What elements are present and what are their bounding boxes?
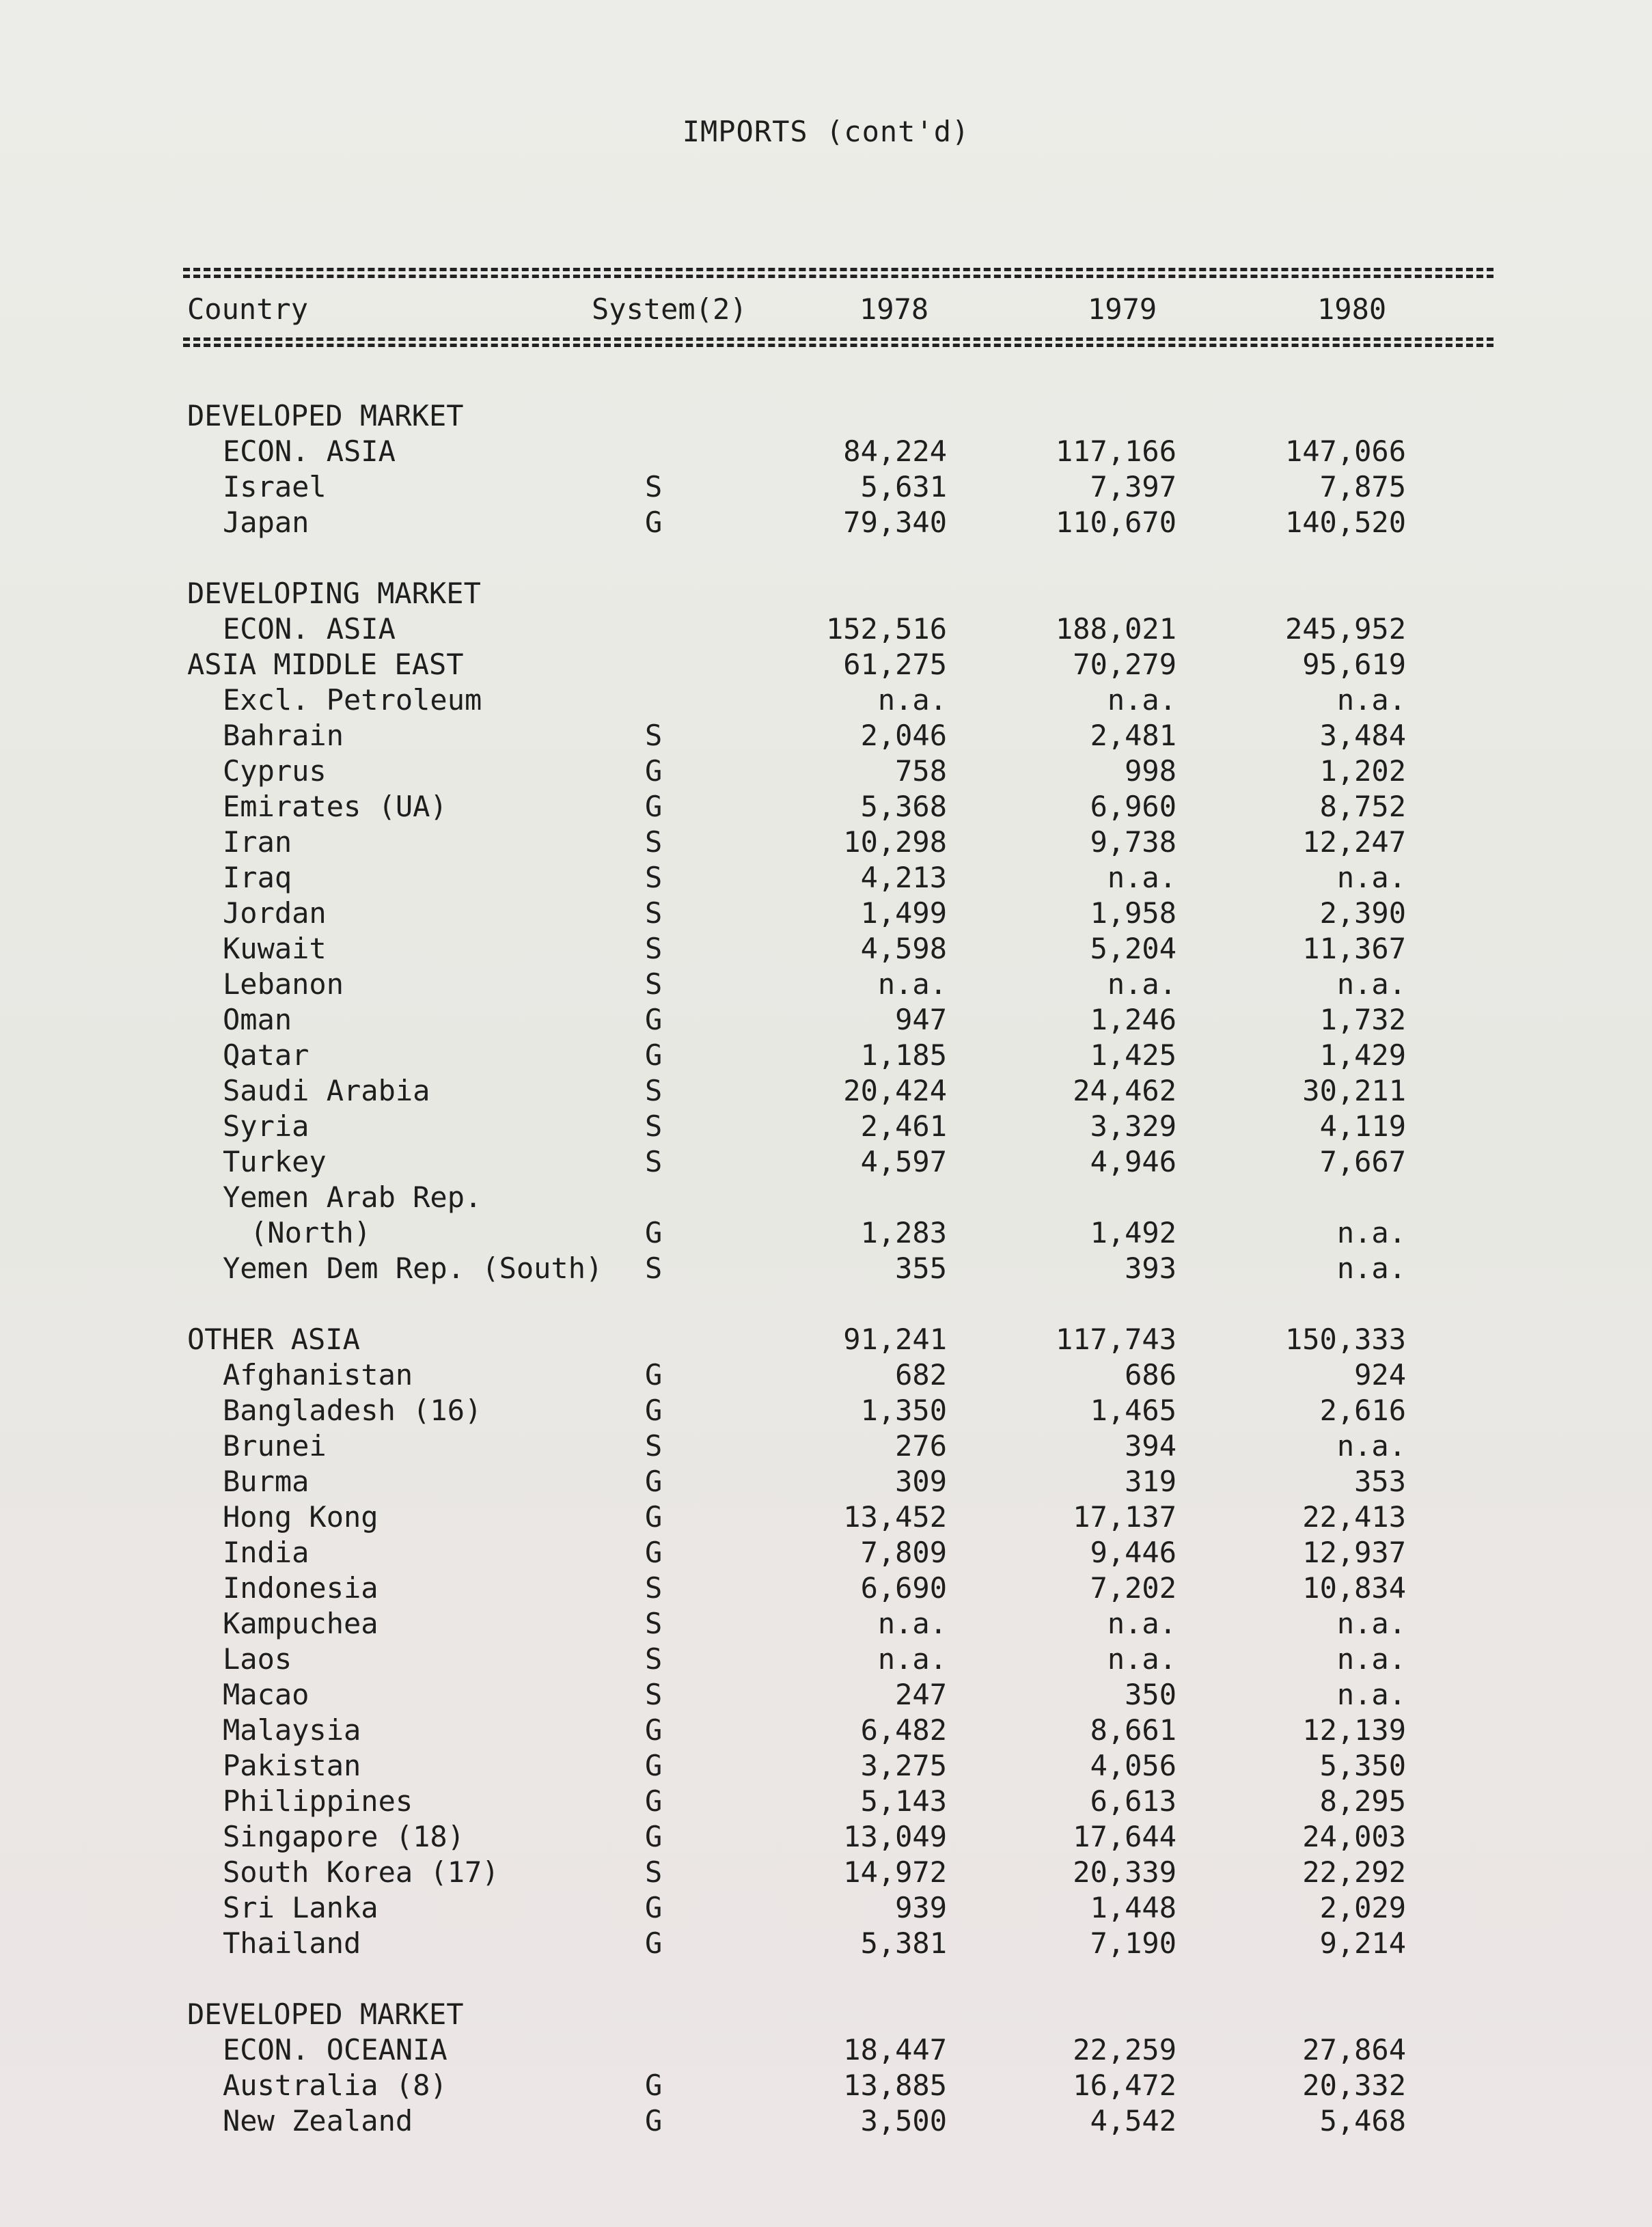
table-row bbox=[0, 754, 1652, 790]
country-name: Qatar bbox=[223, 1038, 309, 1072]
value-1980: 7,667 bbox=[1319, 1145, 1406, 1178]
table-row bbox=[0, 577, 1652, 612]
country-name: DEVELOPED MARKET bbox=[187, 399, 464, 432]
country-name: Kampuchea bbox=[223, 1607, 378, 1640]
country-name: Saudi Arabia bbox=[223, 1074, 430, 1107]
value-1980: 11,367 bbox=[1302, 932, 1406, 965]
value-1979: n.a. bbox=[1107, 967, 1176, 1001]
value-1980: 9,214 bbox=[1319, 1926, 1406, 1960]
table-row bbox=[0, 1642, 1652, 1678]
value-1980: 3,484 bbox=[1319, 719, 1406, 752]
value-1980: 22,292 bbox=[1302, 1855, 1406, 1889]
system-code: S bbox=[645, 896, 663, 930]
value-1978: 5,368 bbox=[860, 790, 947, 823]
system-code: G bbox=[645, 1216, 663, 1249]
value-1979: 24,462 bbox=[1073, 1074, 1176, 1107]
value-1978: 947 bbox=[895, 1003, 947, 1036]
value-1978: 1,185 bbox=[860, 1038, 947, 1072]
value-1980: n.a. bbox=[1336, 1251, 1406, 1285]
system-code: G bbox=[645, 2104, 663, 2138]
value-1980: 30,211 bbox=[1302, 1074, 1406, 1107]
country-name: Pakistan bbox=[223, 1749, 361, 1782]
value-1980: 4,119 bbox=[1319, 1109, 1406, 1143]
system-code: S bbox=[645, 470, 663, 503]
table-row bbox=[0, 648, 1652, 683]
system-code: G bbox=[645, 1358, 663, 1392]
value-1979: n.a. bbox=[1107, 683, 1176, 717]
value-1979: 20,339 bbox=[1073, 1855, 1176, 1889]
table-row bbox=[0, 1713, 1652, 1749]
value-1980: 12,247 bbox=[1302, 825, 1406, 859]
table-row bbox=[0, 1997, 1652, 2033]
table-row bbox=[0, 1855, 1652, 1891]
value-1978: 14,972 bbox=[843, 1855, 947, 1889]
country-name: Laos bbox=[223, 1642, 292, 1676]
table-row bbox=[0, 1216, 1652, 1251]
system-code: S bbox=[645, 932, 663, 965]
table-row bbox=[0, 896, 1652, 932]
table-row bbox=[0, 719, 1652, 754]
value-1979: 9,446 bbox=[1090, 1536, 1176, 1569]
system-code: G bbox=[645, 1394, 663, 1427]
value-1980: 27,864 bbox=[1302, 2033, 1406, 2066]
country-name: Cyprus bbox=[223, 754, 327, 788]
value-1980: n.a. bbox=[1336, 967, 1406, 1001]
value-1979: 17,137 bbox=[1073, 1500, 1176, 1534]
country-name: (North) bbox=[250, 1216, 372, 1249]
country-name: Macao bbox=[223, 1678, 309, 1711]
value-1978: 13,885 bbox=[843, 2069, 947, 2102]
country-name: South Korea (17) bbox=[223, 1855, 499, 1889]
table-spacer bbox=[0, 1287, 1652, 1323]
value-1979: 9,738 bbox=[1090, 825, 1176, 859]
system-code: G bbox=[645, 754, 663, 788]
country-name: Malaysia bbox=[223, 1713, 361, 1747]
value-1980: 2,029 bbox=[1319, 1891, 1406, 1924]
column-header-system: System(2) bbox=[592, 292, 747, 326]
value-1979: n.a. bbox=[1107, 861, 1176, 894]
value-1980: 12,139 bbox=[1302, 1713, 1406, 1747]
country-name: ECON. ASIA bbox=[223, 612, 396, 646]
value-1978: 4,213 bbox=[860, 861, 947, 894]
country-name: Indonesia bbox=[223, 1571, 378, 1605]
value-1980: 2,390 bbox=[1319, 896, 1406, 930]
value-1978: 2,461 bbox=[860, 1109, 947, 1143]
country-name: Japan bbox=[223, 506, 309, 539]
system-code: G bbox=[645, 1003, 663, 1036]
value-1978: 84,224 bbox=[843, 434, 947, 468]
table-row bbox=[0, 1251, 1652, 1287]
country-name: Iran bbox=[223, 825, 292, 859]
value-1980: 10,834 bbox=[1302, 1571, 1406, 1605]
value-1980: 1,429 bbox=[1319, 1038, 1406, 1072]
table-row bbox=[0, 1749, 1652, 1784]
table-row bbox=[0, 1358, 1652, 1394]
value-1980: 95,619 bbox=[1302, 648, 1406, 681]
system-code: G bbox=[645, 1820, 663, 1853]
country-name: Oman bbox=[223, 1003, 292, 1036]
value-1980: 7,875 bbox=[1319, 470, 1406, 503]
value-1979: 8,661 bbox=[1090, 1713, 1176, 1747]
system-code: G bbox=[645, 1038, 663, 1072]
value-1980: 1,732 bbox=[1319, 1003, 1406, 1036]
value-1979: 7,202 bbox=[1090, 1571, 1176, 1605]
value-1979: 1,492 bbox=[1090, 1216, 1176, 1249]
value-1978: 5,143 bbox=[860, 1784, 947, 1818]
system-code: G bbox=[645, 1713, 663, 1747]
table-row bbox=[0, 1180, 1652, 1216]
system-code: S bbox=[645, 1251, 663, 1285]
value-1978: 758 bbox=[895, 754, 947, 788]
system-code: G bbox=[645, 1926, 663, 1960]
value-1978: 18,447 bbox=[843, 2033, 947, 2066]
value-1980: 353 bbox=[1354, 1465, 1406, 1498]
system-code: S bbox=[645, 861, 663, 894]
country-name: Iraq bbox=[223, 861, 292, 894]
country-name: Turkey bbox=[223, 1145, 327, 1178]
value-1978: n.a. bbox=[877, 1607, 947, 1640]
value-1978: 3,500 bbox=[860, 2104, 947, 2138]
value-1979: 4,946 bbox=[1090, 1145, 1176, 1178]
value-1979: 110,670 bbox=[1055, 506, 1176, 539]
table-row bbox=[0, 2104, 1652, 2140]
value-1980: n.a. bbox=[1336, 861, 1406, 894]
system-code: S bbox=[645, 719, 663, 752]
country-name: DEVELOPED MARKET bbox=[187, 1997, 464, 2031]
table-row bbox=[0, 861, 1652, 896]
value-1980: 8,295 bbox=[1319, 1784, 1406, 1818]
table-row bbox=[0, 1109, 1652, 1145]
system-code: G bbox=[645, 1500, 663, 1534]
country-name: Yemen Arab Rep. bbox=[223, 1180, 482, 1214]
table-row bbox=[0, 790, 1652, 825]
value-1980: n.a. bbox=[1336, 1216, 1406, 1249]
value-1978: 939 bbox=[895, 1891, 947, 1924]
table-row bbox=[0, 1429, 1652, 1465]
value-1978: 20,424 bbox=[843, 1074, 947, 1107]
table-row bbox=[0, 506, 1652, 541]
country-name: Bangladesh (16) bbox=[223, 1394, 482, 1427]
value-1978: 2,046 bbox=[860, 719, 947, 752]
table-row bbox=[0, 1571, 1652, 1607]
value-1979: 17,644 bbox=[1073, 1820, 1176, 1853]
value-1978: 6,482 bbox=[860, 1713, 947, 1747]
value-1979: 1,465 bbox=[1090, 1394, 1176, 1427]
value-1979: 6,960 bbox=[1090, 790, 1176, 823]
system-code: S bbox=[645, 1855, 663, 1889]
country-name: Hong Kong bbox=[223, 1500, 378, 1534]
value-1979: 686 bbox=[1125, 1358, 1176, 1392]
country-name: Excl. Petroleum bbox=[223, 683, 482, 717]
system-code: G bbox=[645, 1465, 663, 1498]
value-1980: 2,616 bbox=[1319, 1394, 1406, 1427]
system-code: S bbox=[645, 1429, 663, 1463]
value-1979: 5,204 bbox=[1090, 932, 1176, 965]
value-1979: 1,425 bbox=[1090, 1038, 1176, 1072]
value-1980: 140,520 bbox=[1284, 506, 1406, 539]
table-row bbox=[0, 1784, 1652, 1820]
country-name: Syria bbox=[223, 1109, 309, 1143]
value-1978: 3,275 bbox=[860, 1749, 947, 1782]
value-1979: 998 bbox=[1125, 754, 1176, 788]
country-name: DEVELOPING MARKET bbox=[187, 577, 481, 610]
country-name: Israel bbox=[223, 470, 327, 503]
country-name: Thailand bbox=[223, 1926, 361, 1960]
value-1978: 1,350 bbox=[860, 1394, 947, 1427]
table-row bbox=[0, 1074, 1652, 1109]
value-1978: 10,298 bbox=[843, 825, 947, 859]
system-code: G bbox=[645, 1891, 663, 1924]
value-1978: n.a. bbox=[877, 683, 947, 717]
country-name: Philippines bbox=[223, 1784, 413, 1818]
table-row bbox=[0, 612, 1652, 648]
value-1979: n.a. bbox=[1107, 1607, 1176, 1640]
column-header-1979: 1979 bbox=[1088, 292, 1157, 326]
value-1978: 79,340 bbox=[843, 506, 947, 539]
value-1979: 70,279 bbox=[1073, 648, 1176, 681]
value-1978: 91,241 bbox=[843, 1323, 947, 1356]
column-header-1980: 1980 bbox=[1317, 292, 1387, 326]
table-row bbox=[0, 1003, 1652, 1038]
system-code: S bbox=[645, 1145, 663, 1178]
value-1979: 1,958 bbox=[1090, 896, 1176, 930]
header-rule-top bbox=[183, 268, 1493, 271]
country-name: Singapore (18) bbox=[223, 1820, 465, 1853]
system-code: G bbox=[645, 2069, 663, 2102]
header-rule-top-second bbox=[183, 275, 1493, 278]
table-row bbox=[0, 1323, 1652, 1358]
system-code: S bbox=[645, 967, 663, 1001]
value-1978: 13,452 bbox=[843, 1500, 947, 1534]
country-name: New Zealand bbox=[223, 2104, 413, 2138]
system-code: G bbox=[645, 1749, 663, 1782]
system-code: S bbox=[645, 1678, 663, 1711]
value-1980: 5,350 bbox=[1319, 1749, 1406, 1782]
value-1978: 4,597 bbox=[860, 1145, 947, 1178]
value-1979: 4,056 bbox=[1090, 1749, 1176, 1782]
system-code: S bbox=[645, 1109, 663, 1143]
value-1979: 6,613 bbox=[1090, 1784, 1176, 1818]
table-row bbox=[0, 1607, 1652, 1642]
value-1978: 152,516 bbox=[825, 612, 947, 646]
value-1978: 1,283 bbox=[860, 1216, 947, 1249]
header-rule-bottom-second bbox=[183, 344, 1493, 347]
country-name: Jordan bbox=[223, 896, 327, 930]
value-1980: 150,333 bbox=[1284, 1323, 1406, 1356]
country-name: Emirates (UA) bbox=[223, 790, 448, 823]
value-1979: 394 bbox=[1125, 1429, 1176, 1463]
system-code: S bbox=[645, 1571, 663, 1605]
table-row bbox=[0, 470, 1652, 506]
value-1978: n.a. bbox=[877, 967, 947, 1001]
value-1980: 924 bbox=[1354, 1358, 1406, 1392]
value-1978: 6,690 bbox=[860, 1571, 947, 1605]
value-1978: 1,499 bbox=[860, 896, 947, 930]
country-name: ECON. ASIA bbox=[223, 434, 396, 468]
value-1980: 8,752 bbox=[1319, 790, 1406, 823]
value-1978: n.a. bbox=[877, 1642, 947, 1676]
value-1978: 309 bbox=[895, 1465, 947, 1498]
table-row bbox=[0, 1820, 1652, 1855]
table-row bbox=[0, 2033, 1652, 2069]
country-name: Australia (8) bbox=[223, 2069, 448, 2102]
system-code: G bbox=[645, 506, 663, 539]
value-1978: 61,275 bbox=[843, 648, 947, 681]
value-1979: 1,448 bbox=[1090, 1891, 1176, 1924]
table-row bbox=[0, 1394, 1652, 1429]
value-1980: n.a. bbox=[1336, 683, 1406, 717]
table-row bbox=[0, 434, 1652, 470]
table-row bbox=[0, 1465, 1652, 1500]
value-1980: n.a. bbox=[1336, 1678, 1406, 1711]
table-row bbox=[0, 399, 1652, 434]
country-name: OTHER ASIA bbox=[187, 1323, 360, 1356]
table-spacer bbox=[0, 1962, 1652, 1997]
value-1980: 20,332 bbox=[1302, 2069, 1406, 2102]
value-1980: 24,003 bbox=[1302, 1820, 1406, 1853]
system-code: G bbox=[645, 790, 663, 823]
table-row bbox=[0, 1145, 1652, 1180]
value-1980: 5,468 bbox=[1319, 2104, 1406, 2138]
country-name: ECON. OCEANIA bbox=[223, 2033, 448, 2066]
value-1979: 188,021 bbox=[1055, 612, 1176, 646]
value-1980: 12,937 bbox=[1302, 1536, 1406, 1569]
system-code: S bbox=[645, 825, 663, 859]
value-1980: n.a. bbox=[1336, 1642, 1406, 1676]
table-row bbox=[0, 1926, 1652, 1962]
table-header bbox=[0, 292, 1652, 328]
value-1979: 350 bbox=[1125, 1678, 1176, 1711]
column-header-country: Country bbox=[187, 292, 309, 326]
country-name: Burma bbox=[223, 1465, 309, 1498]
value-1979: 7,397 bbox=[1090, 470, 1176, 503]
table-row bbox=[0, 1038, 1652, 1074]
value-1979: 16,472 bbox=[1073, 2069, 1176, 2102]
table-row bbox=[0, 825, 1652, 861]
country-name: Sri Lanka bbox=[223, 1891, 378, 1924]
value-1980: 1,202 bbox=[1319, 754, 1406, 788]
value-1978: 682 bbox=[895, 1358, 947, 1392]
system-code: S bbox=[645, 1642, 663, 1676]
value-1978: 4,598 bbox=[860, 932, 947, 965]
value-1979: 117,166 bbox=[1055, 434, 1176, 468]
system-code: S bbox=[645, 1607, 663, 1640]
country-name: Bahrain bbox=[223, 719, 344, 752]
country-name: Kuwait bbox=[223, 932, 327, 965]
value-1980: n.a. bbox=[1336, 1429, 1406, 1463]
country-name: Lebanon bbox=[223, 967, 344, 1001]
value-1979: 2,481 bbox=[1090, 719, 1176, 752]
value-1978: 5,631 bbox=[860, 470, 947, 503]
country-name: Yemen Dem Rep. (South) bbox=[223, 1251, 603, 1285]
table-row bbox=[0, 1891, 1652, 1926]
value-1980: 22,413 bbox=[1302, 1500, 1406, 1534]
value-1978: 355 bbox=[895, 1251, 947, 1285]
value-1980: 147,066 bbox=[1284, 434, 1406, 468]
value-1978: 13,049 bbox=[843, 1820, 947, 1853]
value-1979: 22,259 bbox=[1073, 2033, 1176, 2066]
system-code: S bbox=[645, 1074, 663, 1107]
value-1980: 245,952 bbox=[1284, 612, 1406, 646]
value-1979: 393 bbox=[1125, 1251, 1176, 1285]
column-header-1978: 1978 bbox=[859, 292, 929, 326]
value-1979: 1,246 bbox=[1090, 1003, 1176, 1036]
value-1978: 5,381 bbox=[860, 1926, 947, 1960]
value-1980: n.a. bbox=[1336, 1607, 1406, 1640]
table-row bbox=[0, 683, 1652, 719]
value-1978: 247 bbox=[895, 1678, 947, 1711]
table-body bbox=[0, 399, 1652, 2140]
value-1979: 3,329 bbox=[1090, 1109, 1176, 1143]
table-spacer bbox=[0, 541, 1652, 577]
system-code: G bbox=[645, 1784, 663, 1818]
table-row bbox=[0, 967, 1652, 1003]
country-name: Afghanistan bbox=[223, 1358, 413, 1392]
system-code: G bbox=[645, 1536, 663, 1569]
table-row bbox=[0, 932, 1652, 967]
value-1979: 4,542 bbox=[1090, 2104, 1176, 2138]
country-name: India bbox=[223, 1536, 309, 1569]
value-1978: 276 bbox=[895, 1429, 947, 1463]
country-name: Brunei bbox=[223, 1429, 327, 1463]
value-1978: 7,809 bbox=[860, 1536, 947, 1569]
table-row bbox=[0, 1500, 1652, 1536]
page-title: IMPORTS (cont'd) bbox=[682, 115, 970, 148]
header-rule-bottom bbox=[183, 337, 1493, 341]
value-1979: n.a. bbox=[1107, 1642, 1176, 1676]
table-row bbox=[0, 1536, 1652, 1571]
table-row bbox=[0, 2069, 1652, 2104]
country-name: ASIA MIDDLE EAST bbox=[187, 648, 464, 681]
value-1979: 319 bbox=[1125, 1465, 1176, 1498]
table-row bbox=[0, 1678, 1652, 1713]
value-1979: 7,190 bbox=[1090, 1926, 1176, 1960]
value-1979: 117,743 bbox=[1055, 1323, 1176, 1356]
